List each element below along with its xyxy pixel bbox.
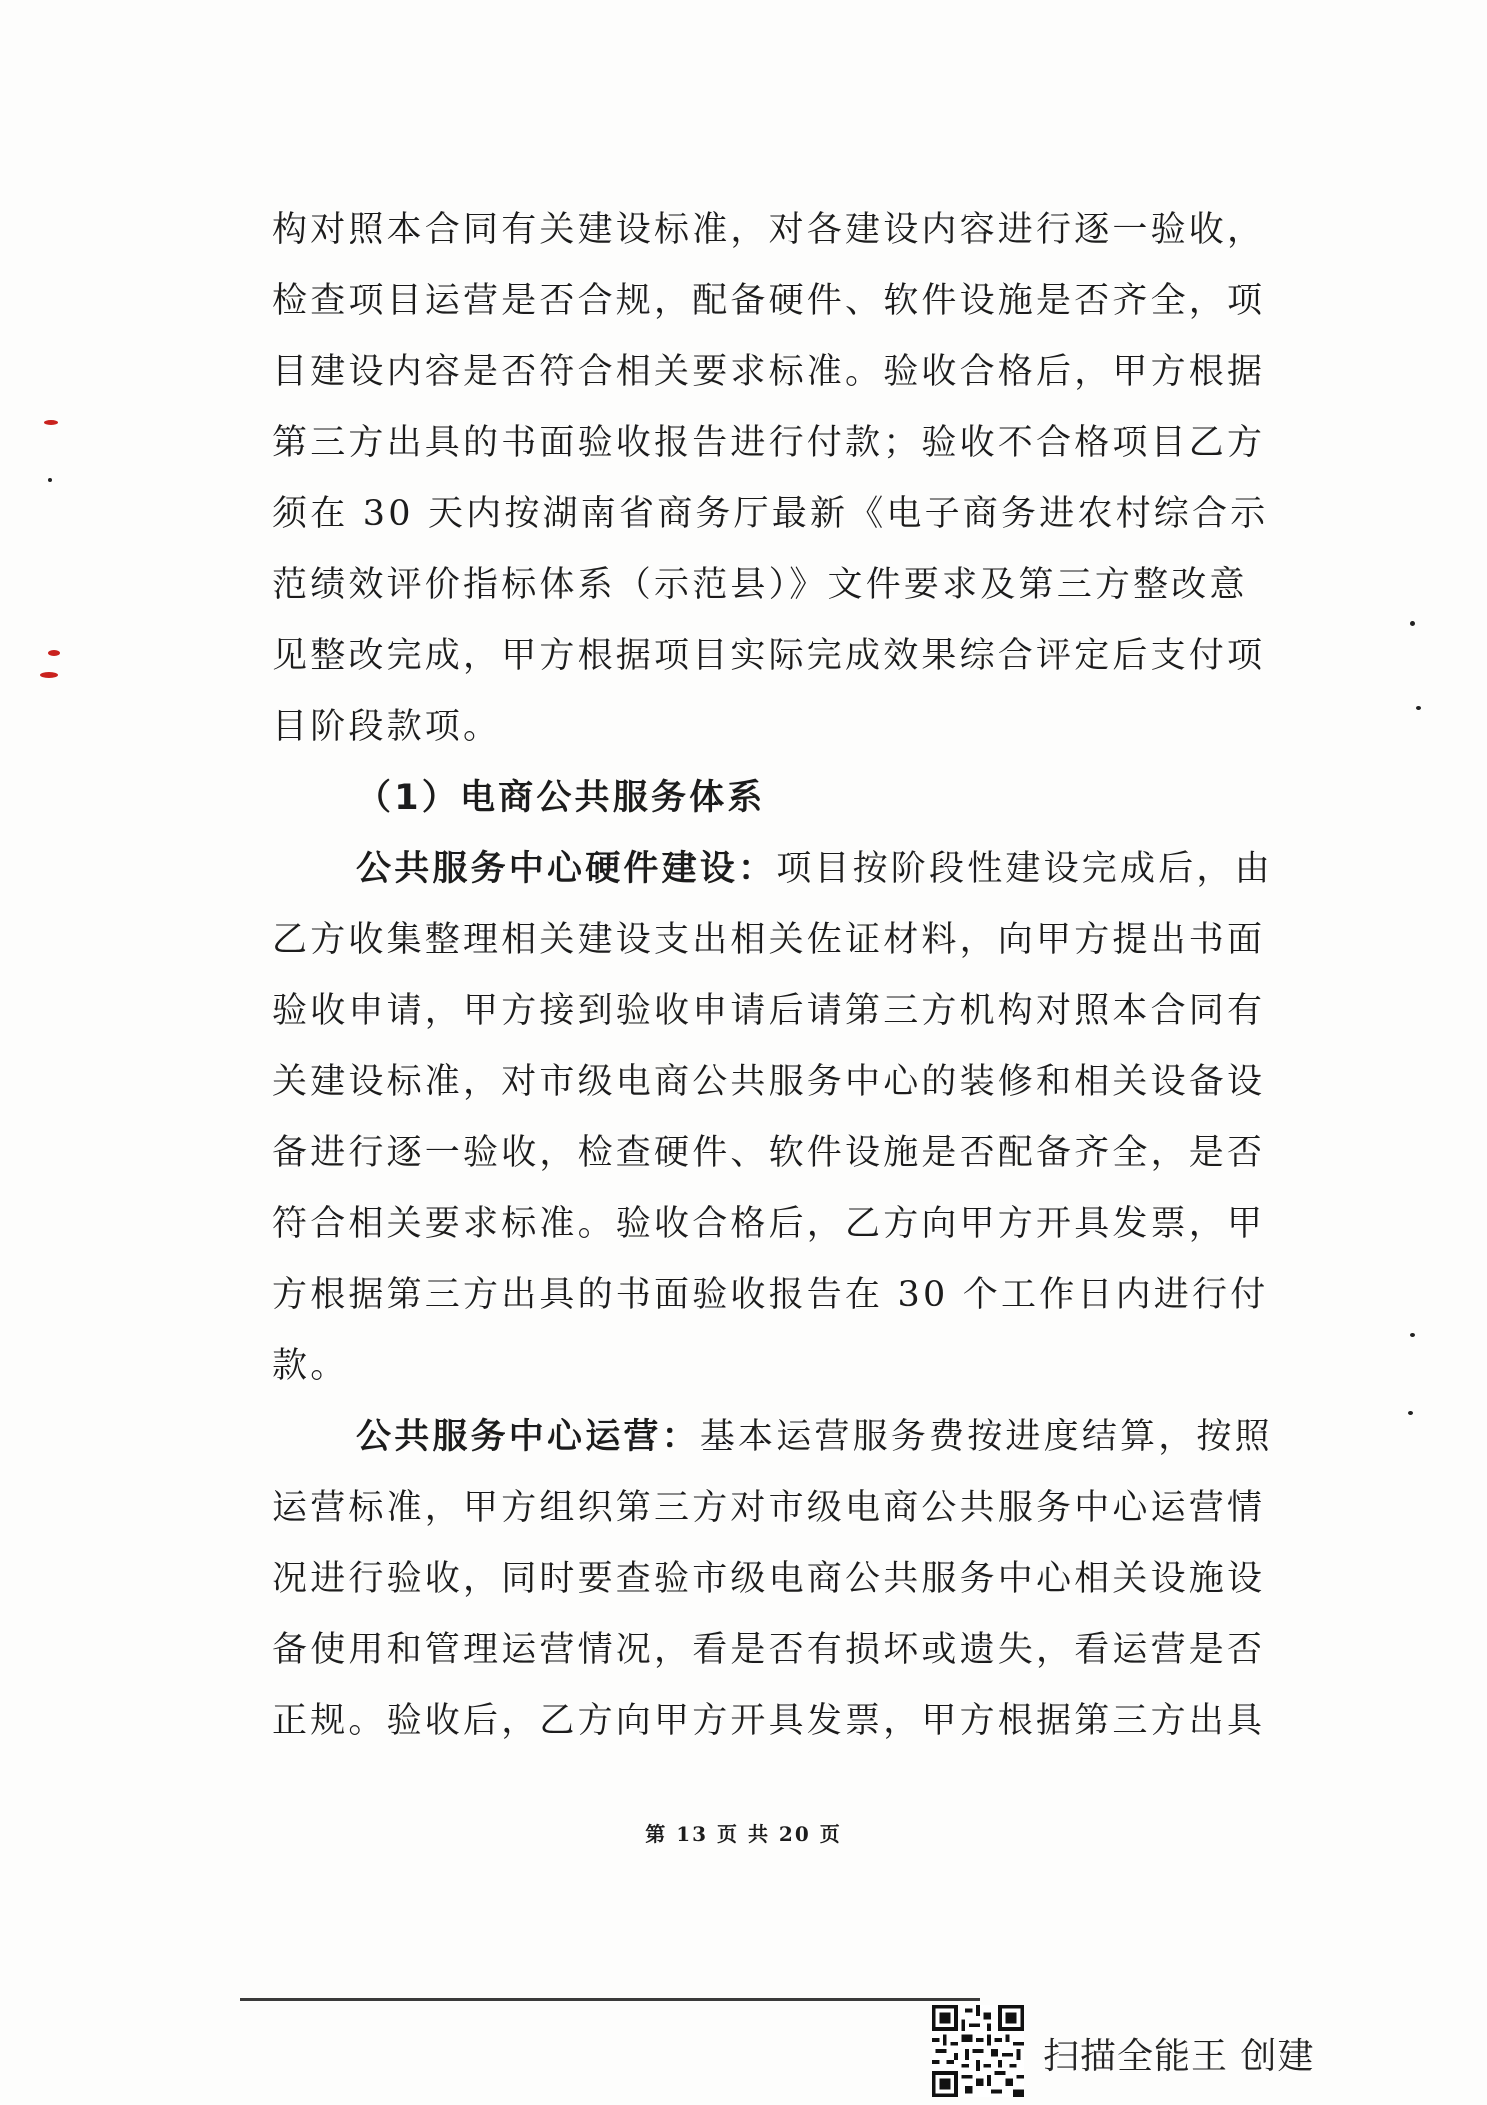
body-line: 目阶段款项。 bbox=[272, 707, 502, 747]
paragraph-operation-first-line bbox=[272, 1402, 1273, 1473]
body-line: 第三方出具的书面验收报告进行付款；验收不合格项目乙方 bbox=[272, 423, 1266, 463]
scan-speck bbox=[48, 650, 60, 656]
document-body bbox=[272, 195, 1273, 1757]
paragraph-hardware-first-line bbox=[272, 834, 1273, 905]
paragraph-hardware-first: 项目按阶段性建设完成后，由 bbox=[776, 849, 1273, 889]
body-line: 目建设内容是否符合相关要求标准。验收合格后，甲方根据 bbox=[272, 352, 1266, 392]
scan-speck bbox=[40, 672, 58, 678]
section-heading: （1）电商公共服务体系 bbox=[356, 778, 766, 818]
scanner-watermark: 扫描全能王 创建 bbox=[1043, 2036, 1315, 2077]
body-line: 方根据第三方出具的书面验收报告在 30 个工作日内进行付 bbox=[272, 1275, 1269, 1315]
body-line: 检查项目运营是否合规，配备硬件、软件设施是否齐全，项 bbox=[272, 281, 1266, 321]
body-line: 款。 bbox=[272, 1346, 349, 1386]
scan-speck bbox=[48, 478, 52, 482]
paragraph-hardware-label: 公共服务中心硬件建设： bbox=[356, 849, 777, 889]
body-line: 须在 30 天内按湖南省商务厅最新《电子商务进农村综合示 bbox=[272, 494, 1269, 534]
bottom-rule bbox=[240, 1998, 980, 2001]
qr-code-icon bbox=[932, 2005, 1024, 2097]
paragraph-operation-label: 公共服务中心运营： bbox=[356, 1417, 700, 1457]
body-line: 况进行验收，同时要查验市级电商公共服务中心相关设施设 bbox=[272, 1559, 1266, 1599]
page-number: 第 13 页 共 20 页 bbox=[645, 1822, 842, 1846]
scan-speck bbox=[1416, 706, 1421, 710]
body-line: 构对照本合同有关建设标准，对各建设内容进行逐一验收， bbox=[272, 210, 1266, 250]
body-line: 正规。验收后，乙方向甲方开具发票，甲方根据第三方出具 bbox=[272, 1701, 1266, 1741]
scan-speck bbox=[44, 420, 58, 425]
body-line: 符合相关要求标准。验收合格后，乙方向甲方开具发票，甲 bbox=[272, 1204, 1266, 1244]
scan-speck bbox=[1410, 1333, 1415, 1337]
scan-speck bbox=[1408, 1411, 1413, 1415]
paragraph-operation-first: 基本运营服务费按进度结算，按照 bbox=[699, 1417, 1273, 1457]
body-line: 见整改完成，甲方根据项目实际完成效果综合评定后支付项 bbox=[272, 636, 1266, 676]
body-line: 备进行逐一验收，检查硬件、软件设施是否配备齐全，是否 bbox=[272, 1133, 1266, 1173]
scan-speck bbox=[1410, 621, 1415, 626]
body-line: 乙方收集整理相关建设支出相关佐证材料，向甲方提出书面 bbox=[272, 920, 1266, 960]
body-line: 范绩效评价指标体系（示范县）》文件要求及第三方整改意 bbox=[272, 565, 1248, 605]
body-line: 运营标准，甲方组织第三方对市级电商公共服务中心运营情 bbox=[272, 1488, 1266, 1528]
body-line: 关建设标准，对市级电商公共服务中心的装修和相关设备设 bbox=[272, 1062, 1266, 1102]
body-line: 验收申请，甲方接到验收申请后请第三方机构对照本合同有 bbox=[272, 991, 1266, 1031]
body-line: 备使用和管理运营情况，看是否有损坏或遗失，看运营是否 bbox=[272, 1630, 1266, 1670]
